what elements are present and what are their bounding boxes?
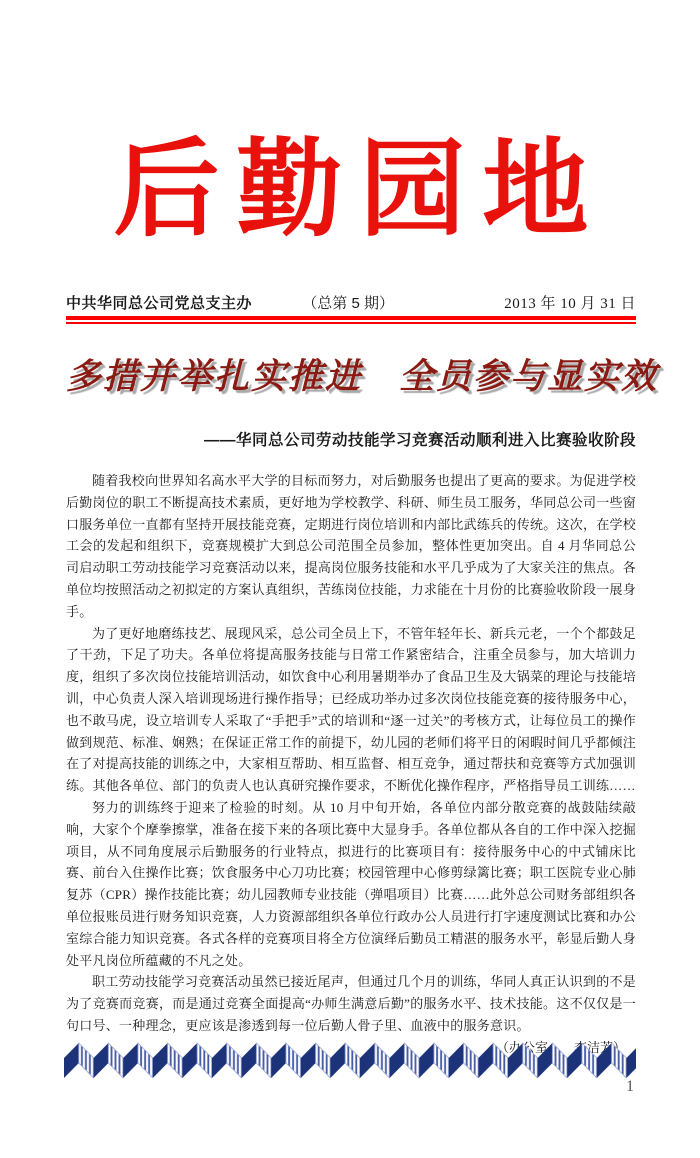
double-red-rule [66, 316, 636, 324]
issue-info-row [66, 295, 636, 313]
page-number: 1 [626, 1078, 634, 1095]
paragraph-1: 随着我校向世界知名高水平大学的目标而努力，对后勤服务也提出了更高的要求。为促进学校后勤岗位的职工不断提高技术素质，更好地为学校教学、科研、师生员工服务，华同总公司一些窗口服务单位一直都有坚持开展技能竞赛，定期进行岗位培训和内部比武练兵的传统。这次，在学校工会的发起和组织下，竞赛规模扩大到总公司范围全员参加，整体性更加突出。自 4 月华同总公司启动职工劳动技能学习竞赛活动以来，提高岗位服务技能和水平几乎成为了大家关注的焦点。各单位均按照活动之初拟定的方案认真组织，苦练岗位技能，力求能在十月份的比赛验收阶段一展身手。 [66, 473, 636, 619]
rule-thin-line [66, 322, 636, 324]
paragraph-4: 职工劳动技能学习竞赛活动虽然已接近尾声，但通过几个月的训练，华同人真正认识到的不是为了竞赛而竞赛，而是通过竞赛全面提高“办师生满意后勤”的服务水平、技术技能。这不仅仅是一句口号、一种理念，更应该是渗透到每一位后勤人骨子里、血液中的服务意识。 [66, 974, 636, 1033]
publisher-label: 中共华同总公司党总支主办 [66, 295, 253, 313]
article-headline: 多措并举扎实推进 全员参与显实效 [66, 356, 659, 398]
paragraph-2: 为了更好地磨练技艺、展现风采，总公司全员上下，不管年轻年长、新兵元老，一个个都鼓足了干劲，下足了功夫。各单位将提高服务技能与日常工作紧密结合，注重全员参与，加大培训力度，组织了多次岗位技能培训活动，如饮食中心利用暑期举办了食品卫生及大锅菜的理论与技能培训，中心负责人深入培训现场进行操作指导；已经成功举办过多次岗位技能竞赛的接待服务中心，也不敢马虎，设立培训专人采取了“手把手”式的培训和“逐一过关”的考核方式，让每位员工的操作做到规范、标准、娴熟；在保证正常工作的前提下，幼儿园的老师们将平日的闲暇时间几乎都倾注在了对提高技能的训练之中，大家相互帮助、相互监督、相互竞争，通过帮扶和竞赛等方式加强训练。其他各单位、部门的负责人也认真研究操作要求，不断优化操作程序，严格指导员工训练…… [66, 625, 636, 794]
article-subtitle: ——华同总公司劳动技能学习竞赛活动顺利进入比赛验收阶段 [203, 432, 636, 450]
masthead-title: 后勤园地 [113, 126, 606, 251]
issue-number-label: （总第 5 期） [302, 295, 394, 313]
ribbon-pattern-fill [64, 1042, 636, 1079]
paragraph-3: 努力的训练终于迎来了检验的时刻。从 10 月中旬开始，各单位内部分散竞赛的战鼓陆续敲响，大家个个摩拳擦掌，准备在接下来的各项比赛中大显身手。各单位都从各自的工作中深入挖掘项目，从不同角度展示后勤服务的行业特点，拟进行的比赛项目有：接待服务中心的中式铺床比赛、前台入住操作比赛；饮食服务中心刀功比赛；校园管理中心修剪绿篱比赛；职工医院专业心肺复苏（CPR）操作技能比赛；幼儿园教师专业技能（弹唱项目）比赛……此外总公司财务部组织各单位报账员进行财务知识竞赛，人力资源部组织各单位行政办公人员进行打字速度测试比赛和办公室综合能力知识竞赛。各式各样的竞赛项目将全方位演绎后勤员工精湛的服务水平，彰显后勤人身处平凡岗位所蕴藏的不凡之处。 [66, 800, 636, 968]
folded-ribbon-border [64, 1042, 636, 1079]
publication-date: 2013 年 10 月 31 日 [504, 296, 636, 313]
article-body [66, 470, 636, 1037]
